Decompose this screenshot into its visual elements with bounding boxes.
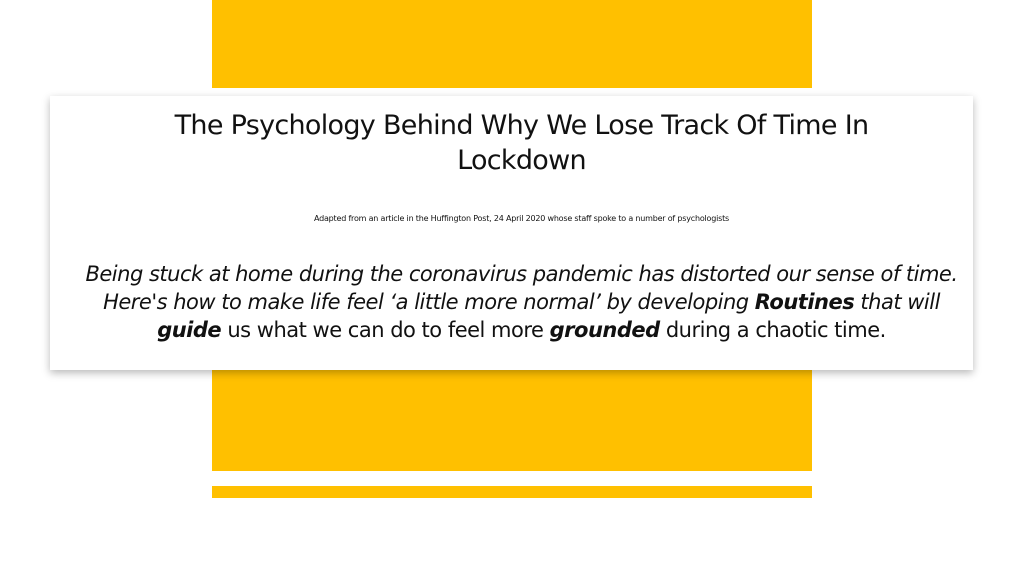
body-line-2-text-b: that will bbox=[854, 290, 940, 314]
grounded-emphasis: grounded bbox=[549, 318, 660, 342]
content-card bbox=[50, 96, 973, 370]
guide-emphasis: guide bbox=[157, 318, 222, 342]
routines-emphasis: Routines bbox=[754, 290, 855, 314]
source-note: Adapted from an article in the Huffington Post, 24 April 2020 whose staff spoke to a number of psychologists bbox=[313, 214, 730, 223]
body-line-2 bbox=[50, 288, 993, 316]
body-line-2-text-a: Here's how to make life feel ‘a little more normal’ by developing bbox=[103, 290, 755, 314]
yellow-strip bbox=[212, 486, 812, 498]
title-line-1: The Psychology Behind Why We Lose Track Of Time In bbox=[174, 110, 869, 141]
body-line-3-text-b: during a chaotic time. bbox=[659, 318, 886, 342]
yellow-block-bottom bbox=[212, 370, 812, 471]
body-text bbox=[50, 260, 993, 344]
title-line-2: Lockdown bbox=[457, 145, 586, 176]
slide-title bbox=[50, 108, 993, 178]
body-line-3-text-a: us what we can do to feel more bbox=[221, 318, 550, 342]
body-line-1: Being stuck at home during the coronavirus pandemic has distorted our sense of time. bbox=[85, 262, 958, 286]
body-line-3 bbox=[50, 316, 993, 344]
yellow-block-top bbox=[212, 0, 812, 88]
